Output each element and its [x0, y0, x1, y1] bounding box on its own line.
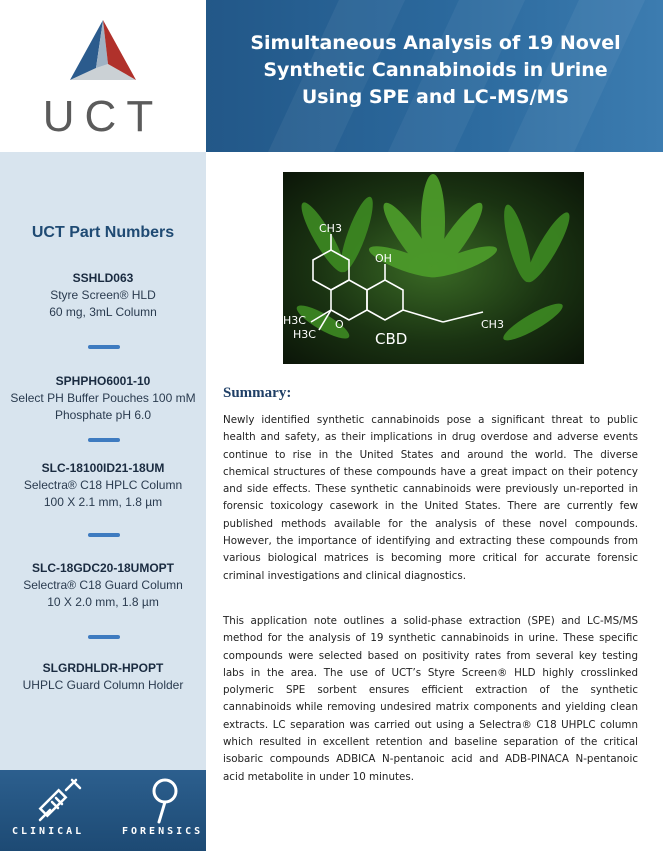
part-item: [0, 460, 206, 511]
molecule-label: H3C: [293, 328, 316, 341]
divider: [88, 533, 120, 537]
part-desc: Styre Screen® HLD: [50, 288, 156, 302]
summary-paragraph: This application note outlines a solid-phase extraction (SPE) and LC-MS/MS method for the analysis of 19 synthetic cannabinoids in urine. These specific compounds were selected based on positivity rates from several key testing labs in the area. The use of UCT’s Styre Screen® HLD highly crosslinked polymeric SPE sorbent ensures efficient extraction of the synthetic cannabinoids while removing undesired matrix components and yielding clean extracts. LC separation was carried out using a Selectra® C18 UHPLC column which resulted in excellent retention and baseline separation of the critical isobaric compounds ADBICA N-pentanoic acid and ADB-PINACA N-pentanoic acid metabolite in under 10 minutes.: [223, 615, 638, 783]
syringe-icon: [30, 776, 90, 826]
part-code: SPHPHO6001-10: [55, 374, 151, 388]
part-item: [0, 270, 206, 321]
part-item: [0, 560, 206, 611]
logo: [0, 0, 206, 152]
title-line: Using SPE and LC-MS/MS: [301, 86, 570, 108]
molecule-label: OH: [375, 252, 392, 265]
part-numbers-heading: UCT Part Numbers: [31, 224, 175, 241]
forensics-label: FORENSICS: [122, 826, 204, 837]
part-desc: 10 X 2.0 mm, 1.8 µm: [47, 595, 159, 609]
divider: [88, 438, 120, 442]
part-code: SLGRDHLDR-HPOPT: [42, 661, 164, 675]
part-code: SLC-18GDC20-18UMOPT: [31, 561, 175, 575]
part-desc: Phosphate pH 6.0: [54, 408, 152, 422]
logo-text: UCT: [42, 92, 164, 141]
cannabis-photo: [283, 172, 584, 364]
molecule-label: CBD: [375, 330, 408, 348]
cannabis-leaf-image: [283, 172, 584, 364]
magnifier-icon: [135, 776, 195, 826]
summary-paragraph: Newly identified synthetic cannabinoids pose a significant threat to public health and safety, as their implications in drug overdose and adverse events continue to rise in the United States and around the world. The diverse chemical structures of these compounds have a great impact on their potency and side effects. These synthetic cannabinoids were previously un-reported in forensic toxicology casework in the United States. There are currently few published methods available for the analysis of these novel compounds. However, the importance of identifying and extracting these compounds from various biological matrices is becoming more critical for accurate forensic criminal investigations and clinical diagnostics.: [223, 414, 638, 582]
part-desc: UHPLC Guard Column Holder: [22, 678, 184, 692]
divider: [88, 635, 120, 639]
part-desc: Select PH Buffer Pouches 100 mM: [10, 391, 196, 405]
title-line: Simultaneous Analysis of 19 Novel: [250, 32, 621, 54]
summary-heading: Summary:: [223, 385, 292, 401]
page-title: [208, 30, 663, 111]
part-code: SSHLD063: [72, 271, 134, 285]
part-desc: Selectra® C18 Guard Column: [23, 578, 183, 592]
part-code: SLC-18100ID21-18UM: [41, 461, 165, 475]
molecule-label: CH3: [481, 318, 504, 331]
molecule-label: O: [335, 318, 344, 331]
logo-triangle-icon: [66, 18, 140, 88]
title-line: Synthetic Cannabinoids in Urine: [263, 59, 608, 81]
part-item: [0, 373, 206, 424]
molecule-label: CH3: [319, 222, 342, 235]
part-desc: Selectra® C18 HPLC Column: [23, 478, 183, 492]
sidebar-footer: [0, 770, 206, 851]
molecule-label: H3C: [283, 314, 306, 327]
clinical-label: CLINICAL: [12, 826, 85, 837]
divider: [88, 345, 120, 349]
part-item: [0, 660, 206, 694]
part-desc: 100 X 2.1 mm, 1.8 µm: [43, 495, 163, 509]
part-desc: 60 mg, 3mL Column: [49, 305, 157, 319]
